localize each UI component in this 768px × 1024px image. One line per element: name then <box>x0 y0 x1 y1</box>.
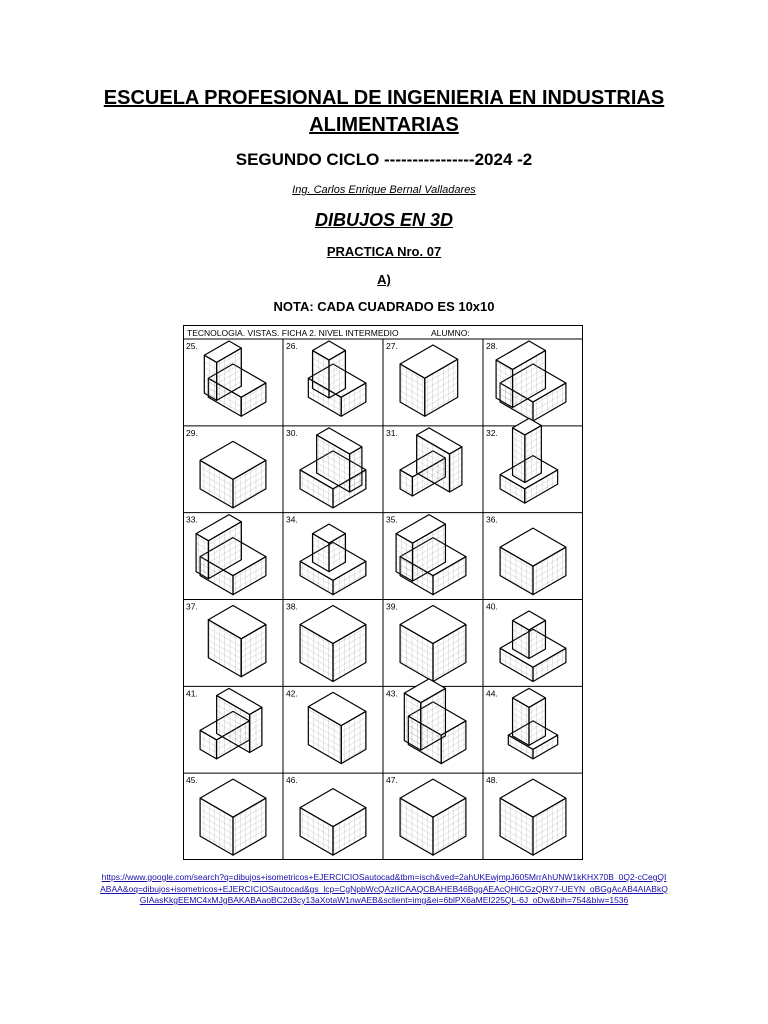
exercise-number: 46. <box>286 775 298 786</box>
exercise-number: 33. <box>186 514 198 525</box>
block-right-face <box>525 425 541 482</box>
section-label: A) <box>377 272 391 287</box>
exercise-number: 26. <box>286 341 298 351</box>
exercise-number: 27. <box>386 341 398 351</box>
cycle-heading: SEGUNDO CICLO ----------------2024 -2 <box>235 150 533 169</box>
exercise-number: 37. <box>186 601 198 612</box>
isometric-worksheet <box>183 325 583 860</box>
exercise-number: 44. <box>486 688 498 699</box>
exercise-number: 42. <box>286 688 298 699</box>
exercise-number: 28. <box>486 341 498 351</box>
exercise-number: 32. <box>486 427 498 438</box>
exercise-number: 40. <box>486 601 498 612</box>
exercise-number: 45. <box>186 775 198 786</box>
block-left-face <box>204 355 216 400</box>
exercise-number: 35. <box>386 514 398 525</box>
block-left-face <box>513 428 525 483</box>
block-left-face <box>404 693 420 750</box>
exercise-number: 43. <box>386 688 398 699</box>
exercise-number: 34. <box>286 514 298 525</box>
teacher-name: Ing. Carlos Enrique Bernal Valladares <box>292 184 476 196</box>
subject-title: DIBUJOS EN 3D <box>314 210 454 230</box>
exercise-number: 36. <box>486 514 498 525</box>
source-link[interactable]: https://www.google.com/search?q=dibujos+isometricos+EJERCICIOSautocad&tbm=isch&ved=2ahUKEwjmpJ605MrrAhUNW1kKHX70B_0Q2-cCegQIABAA&oq=dibujos+isometricos+EJERCICIOSautocad&gs_lcp=CgNpbWcQAzIICAAQCBAHEB46BggAEAcQHlCGzQRY7-UEYN_oBGgAcAB4AIABkQGIAasKkgEEMC4xMJgBAKABAaoBC2d3cy13aXotaW1nwAEB&sclient=img&ei=6blPX6aMEI225QL-6J_oDw&bih=754&biw=1536 <box>100 872 668 905</box>
exercise-number: 39. <box>386 601 398 612</box>
block-right-face <box>350 447 362 492</box>
exercise-number: 31. <box>386 427 398 438</box>
block-right-face <box>250 707 262 752</box>
student-label: ALUMNO: <box>431 328 470 338</box>
exercise-number: 48. <box>486 775 498 786</box>
block-right-face <box>450 447 462 492</box>
practice-number: PRACTICA Nro. 07 <box>326 244 442 259</box>
worksheet-heading: TECNOLOGIA. VISTAS. FICHA 2. NIVEL INTERMEDIO <box>187 328 399 338</box>
school-title-line1: ESCUELA PROFESIONAL DE INGENIERIA EN INDUSTRIAS <box>103 87 665 109</box>
school-title-line2: ALIMENTARIAS <box>309 114 459 136</box>
exercise-number: 29. <box>186 427 198 438</box>
exercise-number: 30. <box>286 427 298 438</box>
grid-note: NOTA: CADA CUADRADO ES 10x10 <box>273 299 495 314</box>
exercise-number: 38. <box>286 601 298 612</box>
exercise-number: 41. <box>186 688 198 699</box>
exercise-number: 25. <box>186 341 198 351</box>
worksheet-drawing <box>183 325 583 860</box>
block-left-face <box>196 534 208 579</box>
exercise-number: 47. <box>386 775 398 786</box>
